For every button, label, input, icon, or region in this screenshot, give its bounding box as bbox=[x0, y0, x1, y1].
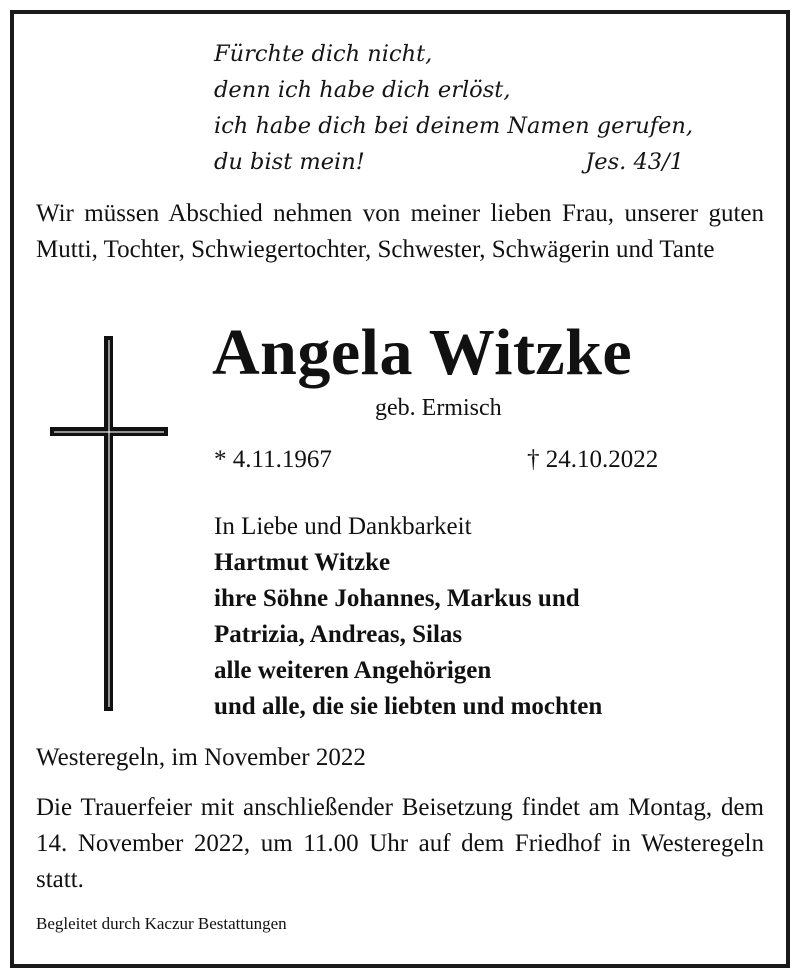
mourner-line: und alle, die sie liebten und mochten bbox=[214, 693, 603, 720]
mourner-line: Patrizia, Andreas, Silas bbox=[214, 621, 463, 648]
maiden-name: geb. Ermisch bbox=[375, 395, 502, 421]
mourner-line: alle weiteren Angehörigen bbox=[214, 657, 492, 684]
death-date: † 24.10.2022 bbox=[527, 446, 659, 473]
verse-line-1: Fürchte dich nicht, bbox=[214, 41, 433, 67]
cross-icon bbox=[50, 336, 168, 711]
birth-date: * 4.11.1967 bbox=[214, 446, 332, 473]
verse-line-4 bbox=[214, 144, 684, 180]
mourners-intro: In Liebe und Dankbarkeit bbox=[214, 513, 472, 540]
verse-line-2: denn ich habe dich erlöst, bbox=[214, 77, 511, 103]
verse-line-4-text: du bist mein! bbox=[214, 149, 365, 175]
undertaker-credit: Begleitet durch Kaczur Bestattungen bbox=[36, 914, 287, 933]
mourner-line: Hartmut Witzke bbox=[214, 549, 391, 576]
verse-reference: Jes. 43/1 bbox=[585, 149, 684, 175]
mourners-list bbox=[214, 509, 734, 725]
funeral-service-info: Die Trauerfeier mit anschließender Beisetzung findet am Montag, dem 14. November 2022, um 11.00 Uhr auf dem Friedhof in Westeregeln statt. bbox=[36, 794, 764, 893]
farewell-intro: Wir müssen Abschied nehmen von meiner lieben Frau, unserer guten Mutti, Tochter, Schwiegertochter, Schwester, Schwägerin und Tante bbox=[36, 200, 764, 263]
deceased-name: Angela Witzke bbox=[212, 316, 633, 389]
place-and-date: Westeregeln, im November 2022 bbox=[36, 744, 366, 771]
verse-line-3: ich habe dich bei deinem Namen gerufen, bbox=[214, 113, 693, 139]
mourner-line: ihre Söhne Johannes, Markus und bbox=[214, 585, 580, 612]
bible-verse bbox=[214, 36, 694, 180]
